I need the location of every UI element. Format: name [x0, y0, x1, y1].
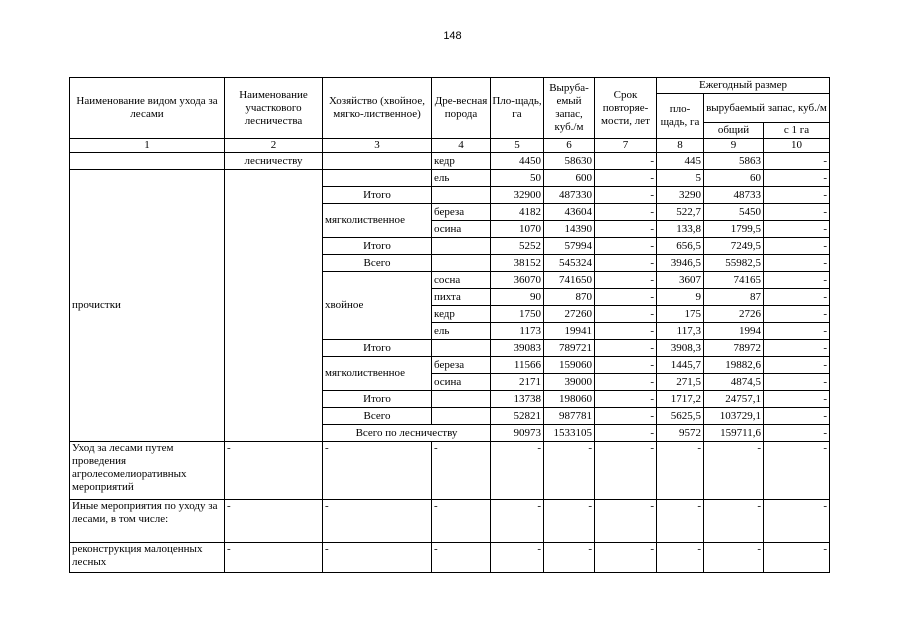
dash-cell: -	[491, 500, 544, 543]
col-number: 2	[225, 139, 323, 153]
species-cell: ель	[432, 323, 491, 340]
annual-per-ha-cell: -	[764, 221, 830, 238]
area-cell: 11566	[491, 357, 544, 374]
area-cell: 4450	[491, 153, 544, 170]
dash-cell: -	[704, 500, 764, 543]
period-cell: -	[595, 221, 657, 238]
dash-cell: -	[544, 442, 595, 500]
annual-area-cell: 175	[657, 306, 704, 323]
dash-cell: -	[657, 500, 704, 543]
volume-cell: 39000	[544, 374, 595, 391]
annual-per-ha-cell: -	[764, 408, 830, 425]
dash-cell: -	[432, 442, 491, 500]
annual-per-ha-cell: -	[764, 289, 830, 306]
species-cell	[432, 255, 491, 272]
species-cell: ель	[432, 170, 491, 187]
annual-per-ha-cell: -	[764, 425, 830, 442]
annual-area-cell: 445	[657, 153, 704, 170]
dash-cell: -	[491, 442, 544, 500]
species-cell	[432, 408, 491, 425]
period-cell: -	[595, 357, 657, 374]
area-cell: 90	[491, 289, 544, 306]
volume-cell: 14390	[544, 221, 595, 238]
header-area: Пло-щадь, га	[491, 78, 544, 139]
period-cell: -	[595, 323, 657, 340]
area-cell: 1070	[491, 221, 544, 238]
annual-area-cell: 5625,5	[657, 408, 704, 425]
header-annual: Ежегодный размер	[657, 78, 830, 94]
dash-cell: -	[432, 500, 491, 543]
species-cell: сосна	[432, 272, 491, 289]
volume-cell: 789721	[544, 340, 595, 357]
col-number: 6	[544, 139, 595, 153]
care-type-cell: Иные мероприятия по уходу за лесами, в том числе:	[70, 500, 225, 543]
volume-cell: 57994	[544, 238, 595, 255]
annual-total-cell: 24757,1	[704, 391, 764, 408]
col-number: 9	[704, 139, 764, 153]
col-number: 3	[323, 139, 432, 153]
species-cell	[432, 187, 491, 204]
annual-total-cell: 74165	[704, 272, 764, 289]
page-number: 148	[443, 30, 462, 42]
dash-cell: -	[657, 543, 704, 573]
annual-area-cell: 522,7	[657, 204, 704, 221]
economy-cell: хвойное	[323, 272, 432, 340]
species-cell: осина	[432, 221, 491, 238]
header-volume: Выруба-емый запас, куб./м	[544, 78, 595, 139]
annual-area-cell: 9572	[657, 425, 704, 442]
annual-area-cell: 3290	[657, 187, 704, 204]
period-cell: -	[595, 391, 657, 408]
volume-cell: 487330	[544, 187, 595, 204]
dash-cell: -	[704, 442, 764, 500]
species-cell: береза	[432, 357, 491, 374]
period-cell: -	[595, 170, 657, 187]
dash-cell: -	[595, 442, 657, 500]
economy-cell: Итого	[323, 391, 432, 408]
annual-per-ha-cell: -	[764, 204, 830, 221]
annual-area-cell: 117,3	[657, 323, 704, 340]
area-cell: 2171	[491, 374, 544, 391]
annual-area-cell: 133,8	[657, 221, 704, 238]
annual-per-ha-cell: -	[764, 357, 830, 374]
economy-cell: Итого	[323, 187, 432, 204]
volume-cell: 870	[544, 289, 595, 306]
annual-total-cell: 87	[704, 289, 764, 306]
annual-per-ha-cell: -	[764, 187, 830, 204]
species-cell: береза	[432, 204, 491, 221]
annual-total-cell: 48733	[704, 187, 764, 204]
header-annual-area: пло-щадь, га	[657, 94, 704, 139]
volume-cell: 27260	[544, 306, 595, 323]
period-cell: -	[595, 408, 657, 425]
dash-cell: -	[225, 500, 323, 543]
dash-cell: -	[595, 500, 657, 543]
period-cell: -	[595, 289, 657, 306]
period-cell: -	[595, 255, 657, 272]
volume-cell: 600	[544, 170, 595, 187]
period-cell: -	[595, 425, 657, 442]
dash-cell: -	[323, 543, 432, 573]
annual-total-cell: 2726	[704, 306, 764, 323]
volume-cell: 58630	[544, 153, 595, 170]
economy-cell: Итого	[323, 238, 432, 255]
economy-cell: мягколиственное	[323, 357, 432, 391]
annual-area-cell: 1445,7	[657, 357, 704, 374]
annual-total-cell: 1799,5	[704, 221, 764, 238]
annual-total-cell: 103729,1	[704, 408, 764, 425]
annual-per-ha-cell: -	[764, 374, 830, 391]
annual-per-ha-cell: -	[764, 323, 830, 340]
period-cell: -	[595, 204, 657, 221]
economy-cell: мягколиственное	[323, 204, 432, 238]
dash-cell: -	[544, 500, 595, 543]
dash-cell: -	[491, 543, 544, 573]
col-number: 10	[764, 139, 830, 153]
header-period: Срок повторяе-мости, лет	[595, 78, 657, 139]
annual-area-cell: 1717,2	[657, 391, 704, 408]
dash-cell: -	[544, 543, 595, 573]
species-cell	[432, 391, 491, 408]
col-number: 5	[491, 139, 544, 153]
annual-total-cell: 159711,6	[704, 425, 764, 442]
area-cell: 1750	[491, 306, 544, 323]
annual-total-cell: 5450	[704, 204, 764, 221]
period-cell: -	[595, 374, 657, 391]
dash-cell: -	[225, 442, 323, 500]
header-annual-volume: вырубаемый запас, куб./м	[704, 94, 830, 123]
period-cell: -	[595, 272, 657, 289]
area-cell: 36070	[491, 272, 544, 289]
period-cell: -	[595, 340, 657, 357]
economy-cell: Итого	[323, 340, 432, 357]
header-per-ha: с 1 га	[764, 123, 830, 139]
care-type-cell: прочистки	[70, 170, 225, 442]
forest-care-table	[69, 77, 830, 573]
annual-area-cell: 271,5	[657, 374, 704, 391]
col-number: 8	[657, 139, 704, 153]
annual-total-cell: 5863	[704, 153, 764, 170]
header-type: Наименование видом ухода за лесами	[70, 78, 225, 139]
dash-cell: -	[323, 500, 432, 543]
annual-per-ha-cell: -	[764, 170, 830, 187]
volume-cell: 159060	[544, 357, 595, 374]
volume-cell: 987781	[544, 408, 595, 425]
annual-per-ha-cell: -	[764, 340, 830, 357]
annual-area-cell: 9	[657, 289, 704, 306]
annual-total-cell: 19882,6	[704, 357, 764, 374]
dash-cell: -	[225, 543, 323, 573]
volume-cell: 19941	[544, 323, 595, 340]
annual-area-cell: 3908,3	[657, 340, 704, 357]
col-number: 4	[432, 139, 491, 153]
header-total: общий	[704, 123, 764, 139]
annual-total-cell: 1994	[704, 323, 764, 340]
dash-cell: -	[432, 543, 491, 573]
annual-total-cell: 55982,5	[704, 255, 764, 272]
annual-area-cell: 3946,5	[657, 255, 704, 272]
dash-cell: -	[657, 442, 704, 500]
species-cell	[432, 238, 491, 255]
care-type-cell: реконструкция малоценных лесных	[70, 543, 225, 573]
dash-cell: -	[764, 442, 830, 500]
area-cell: 38152	[491, 255, 544, 272]
economy-cell	[323, 170, 432, 187]
dash-cell: -	[764, 500, 830, 543]
annual-area-cell: 656,5	[657, 238, 704, 255]
species-cell: кедр	[432, 153, 491, 170]
volume-cell: 545324	[544, 255, 595, 272]
annual-area-cell: 5	[657, 170, 704, 187]
annual-per-ha-cell: -	[764, 272, 830, 289]
area-cell: 90973	[491, 425, 544, 442]
period-cell: -	[595, 238, 657, 255]
period-cell: -	[595, 306, 657, 323]
species-cell: осина	[432, 374, 491, 391]
area-cell: 13738	[491, 391, 544, 408]
species-cell	[432, 340, 491, 357]
district-cell: лесничеству	[225, 153, 323, 170]
period-cell: -	[595, 187, 657, 204]
area-cell: 4182	[491, 204, 544, 221]
annual-per-ha-cell: -	[764, 153, 830, 170]
economy-cell: Всего	[323, 408, 432, 425]
annual-total-cell: 4874,5	[704, 374, 764, 391]
header-economy: Хозяйство (хвойное, мягко-лиственное)	[323, 78, 432, 139]
dash-cell: -	[323, 442, 432, 500]
species-cell: кедр	[432, 306, 491, 323]
volume-cell: 1533105	[544, 425, 595, 442]
economy-cell	[323, 153, 432, 170]
area-cell: 32900	[491, 187, 544, 204]
period-cell: -	[595, 153, 657, 170]
care-type-cell: Уход за лесами путем проведения агролесомелиоративных мероприятий	[70, 442, 225, 500]
annual-per-ha-cell: -	[764, 391, 830, 408]
volume-cell: 198060	[544, 391, 595, 408]
annual-per-ha-cell: -	[764, 306, 830, 323]
volume-cell: 43604	[544, 204, 595, 221]
economy-cell: Всего	[323, 255, 432, 272]
header-district: Наименование участкового лесничества	[225, 78, 323, 139]
area-cell: 52821	[491, 408, 544, 425]
annual-total-cell: 7249,5	[704, 238, 764, 255]
area-cell: 5252	[491, 238, 544, 255]
district-cell	[225, 170, 323, 442]
volume-cell: 741650	[544, 272, 595, 289]
area-cell: 39083	[491, 340, 544, 357]
annual-per-ha-cell: -	[764, 255, 830, 272]
annual-total-cell: 78972	[704, 340, 764, 357]
dash-cell: -	[764, 543, 830, 573]
annual-total-cell: 60	[704, 170, 764, 187]
species-cell: пихта	[432, 289, 491, 306]
col-number: 7	[595, 139, 657, 153]
annual-area-cell: 3607	[657, 272, 704, 289]
area-cell: 50	[491, 170, 544, 187]
dash-cell: -	[704, 543, 764, 573]
dash-cell: -	[595, 543, 657, 573]
annual-per-ha-cell: -	[764, 238, 830, 255]
col-number: 1	[70, 139, 225, 153]
district-total-label: Всего по лесничеству	[323, 425, 491, 442]
area-cell: 1173	[491, 323, 544, 340]
header-species: Дре-весная порода	[432, 78, 491, 139]
